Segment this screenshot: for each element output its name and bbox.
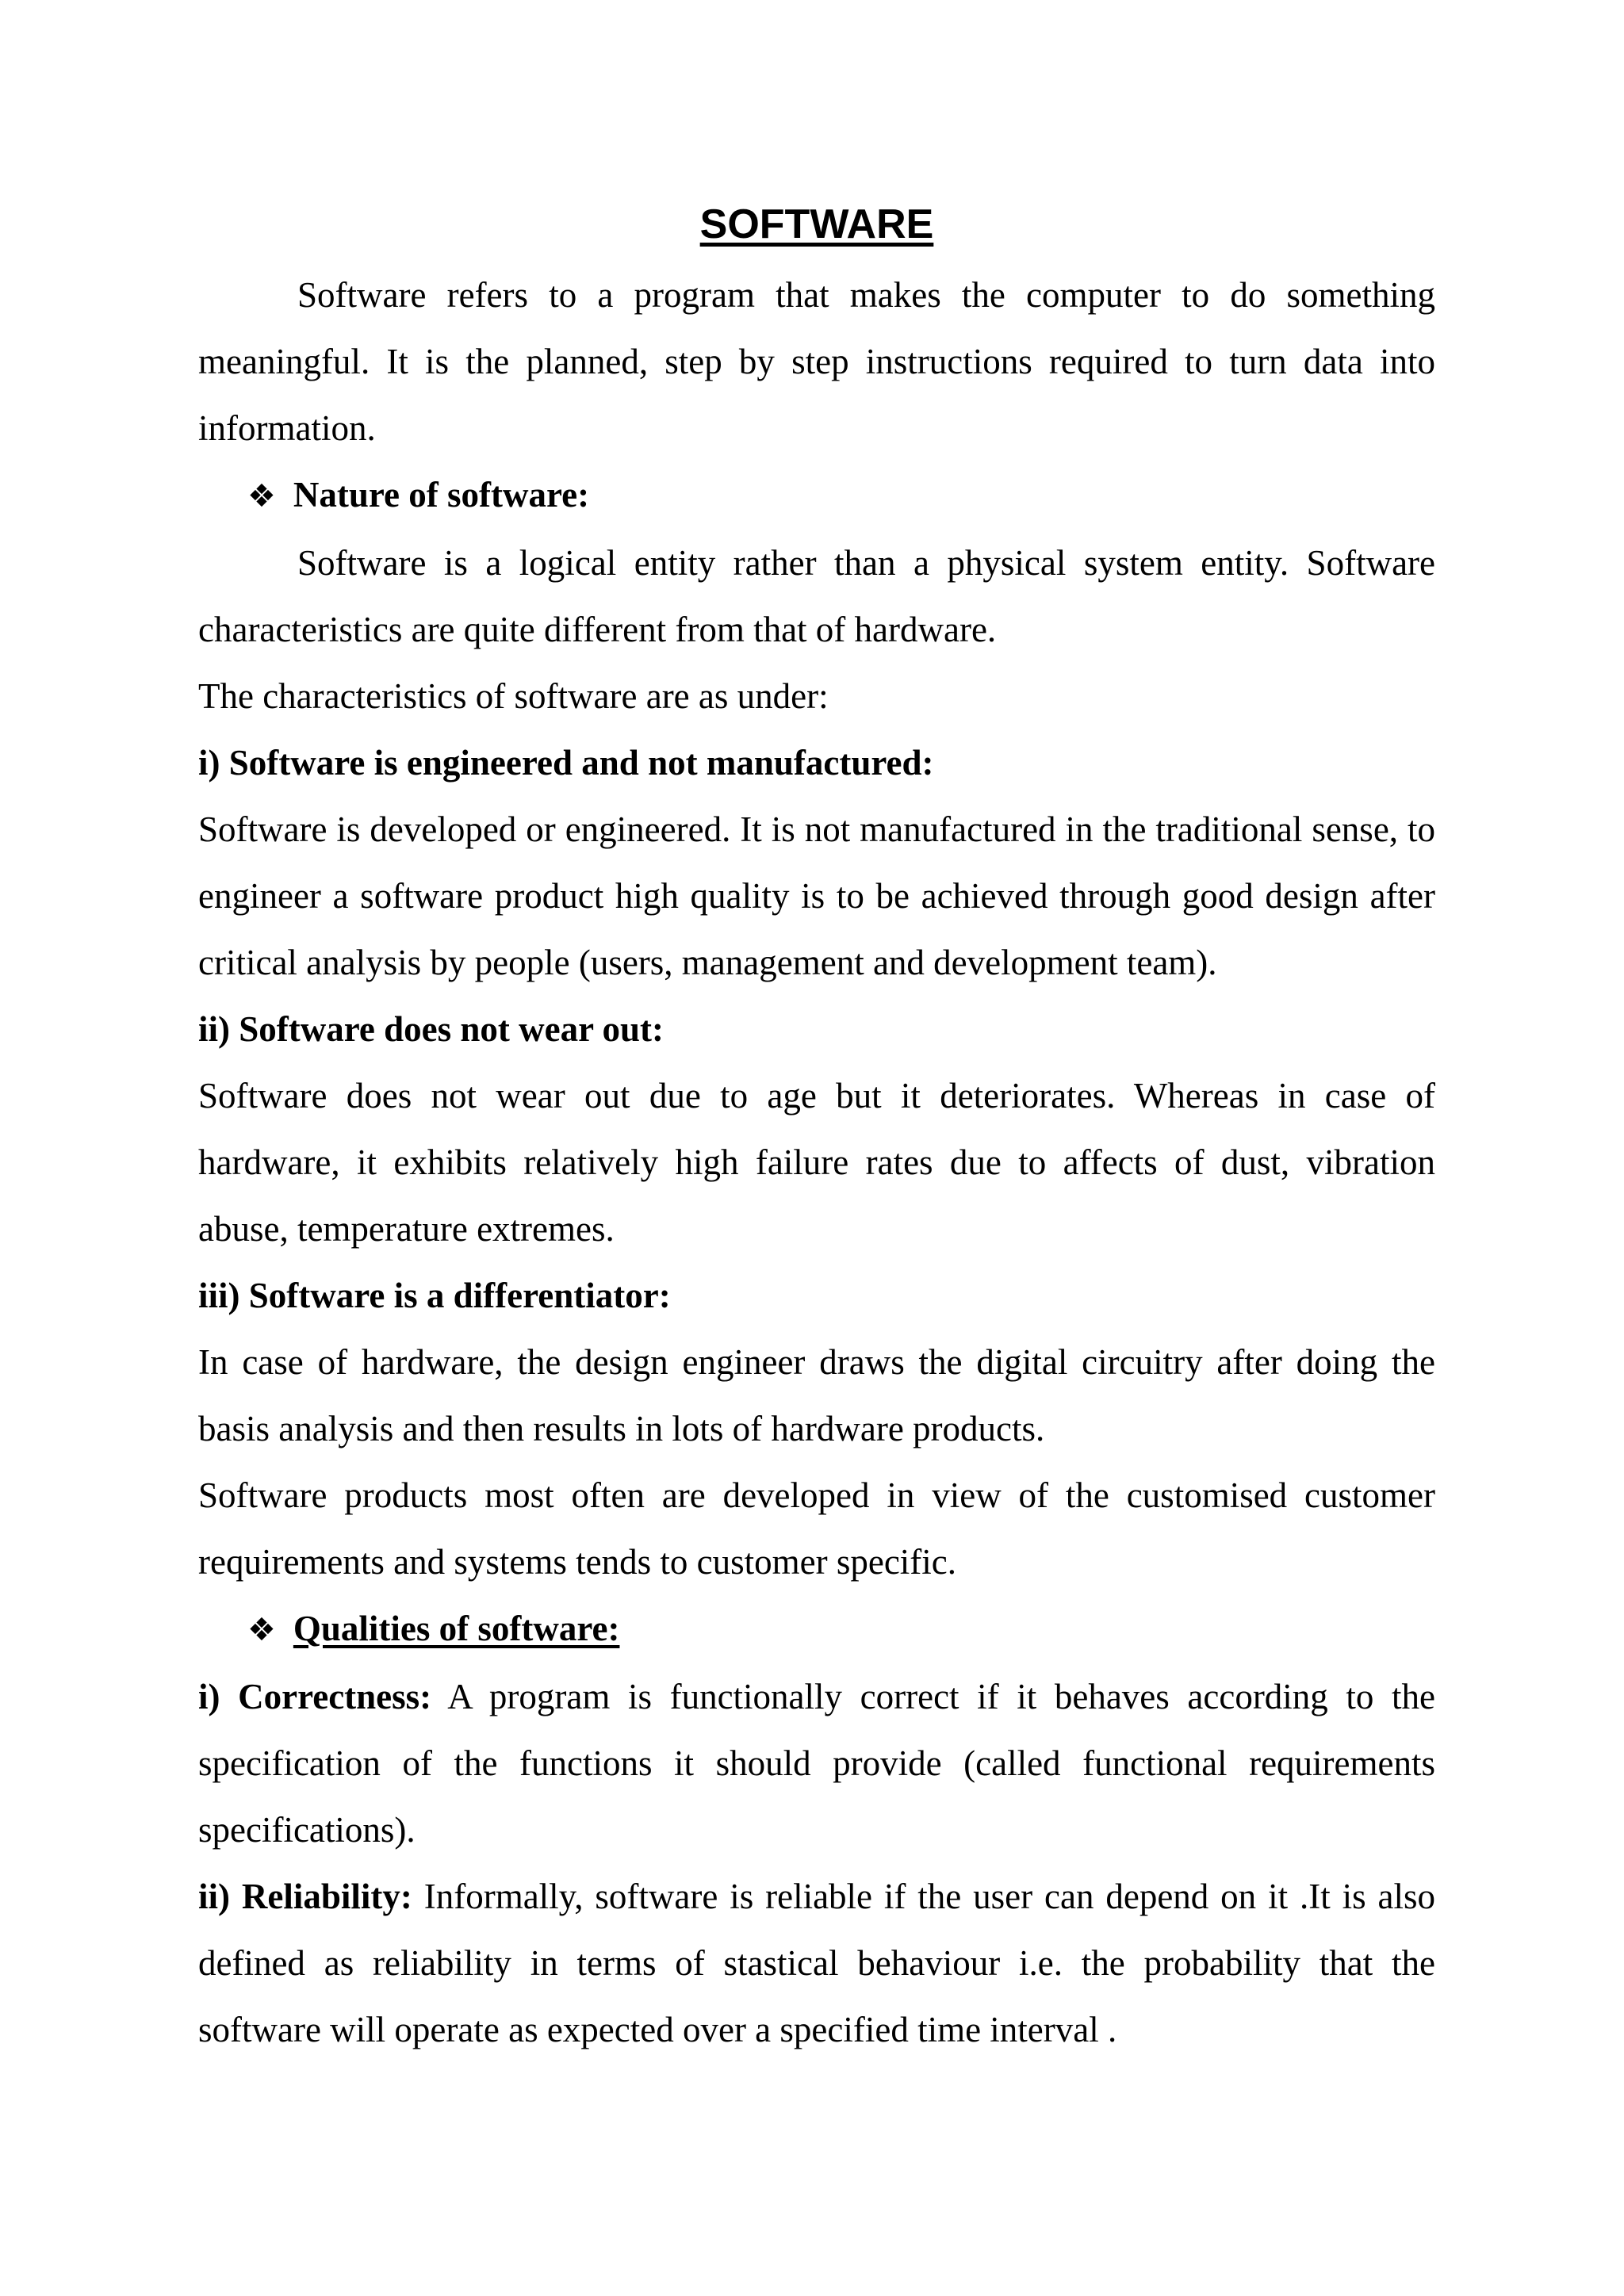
section-heading-nature [198,461,1435,530]
characteristic-text-1: Software is developed or engineered. It is not manufactured in the traditional sense, to engineer a software product high quality is to be achieved through good design after critical analysis by people (users, management and development team). [198,809,1435,982]
quality-item-reliability [198,1863,1435,2063]
quality-text-reliability: Informally, software is reliable if the user can depend on it .It is also defined as reliability in terms of stastical behaviour i.e. the probability that the software will operate as expected over a specified time interval . [198,1877,1435,2049]
quality-label-reliability: ii) Reliability: [198,1877,412,1916]
characteristic-text-3: In case of hardware, the design engineer draws the digital circuitry after doing the basis analysis and then results in lots of hardware products. [198,1342,1435,1448]
diamond-bullet-icon: ❖ [247,1612,276,1648]
characteristic-heading-2: ii) Software does not wear out: [198,1009,665,1049]
quality-label-correctness: i) Correctness: [198,1677,432,1716]
page-title: SOFTWARE [699,201,934,247]
characteristic-heading-3: iii) Software is a differentiator: [198,1276,671,1315]
characteristics-intro: The characteristics of software are as under: [198,676,829,716]
quality-text-correctness: A program is functionally correct if it behaves according to the specification of the functions it should provide (called functional requirements specifications). [198,1677,1435,1850]
diamond-bullet-icon: ❖ [247,478,276,515]
characteristic-text-3b: Software products most often are developed in view of the customised customer requirements and systems tends to customer specific. [198,1475,1435,1582]
nature-paragraph: Software is a logical entity rather than a physical system entity. Software characteristics are quite different from that of hardware. [198,543,1435,649]
section-heading-qualities-label: Qualities of software: [293,1609,620,1648]
intro-paragraph: Software refers to a program that makes the computer to do something meaningful. It is the planned, step by step instructions required to turn data into information. [198,275,1435,448]
document-page [198,198,1435,2063]
quality-item-correctness [198,1663,1435,1863]
characteristic-heading-1: i) Software is engineered and not manufactured: [198,743,934,783]
section-heading-qualities [198,1595,1435,1663]
section-heading-nature-label: Nature of software: [293,475,590,515]
characteristic-text-2: Software does not wear out due to age but it deteriorates. Whereas in case of hardware, it exhibits relatively high failure rates due to affects of dust, vibration abuse, temperature extremes. [198,1076,1435,1249]
